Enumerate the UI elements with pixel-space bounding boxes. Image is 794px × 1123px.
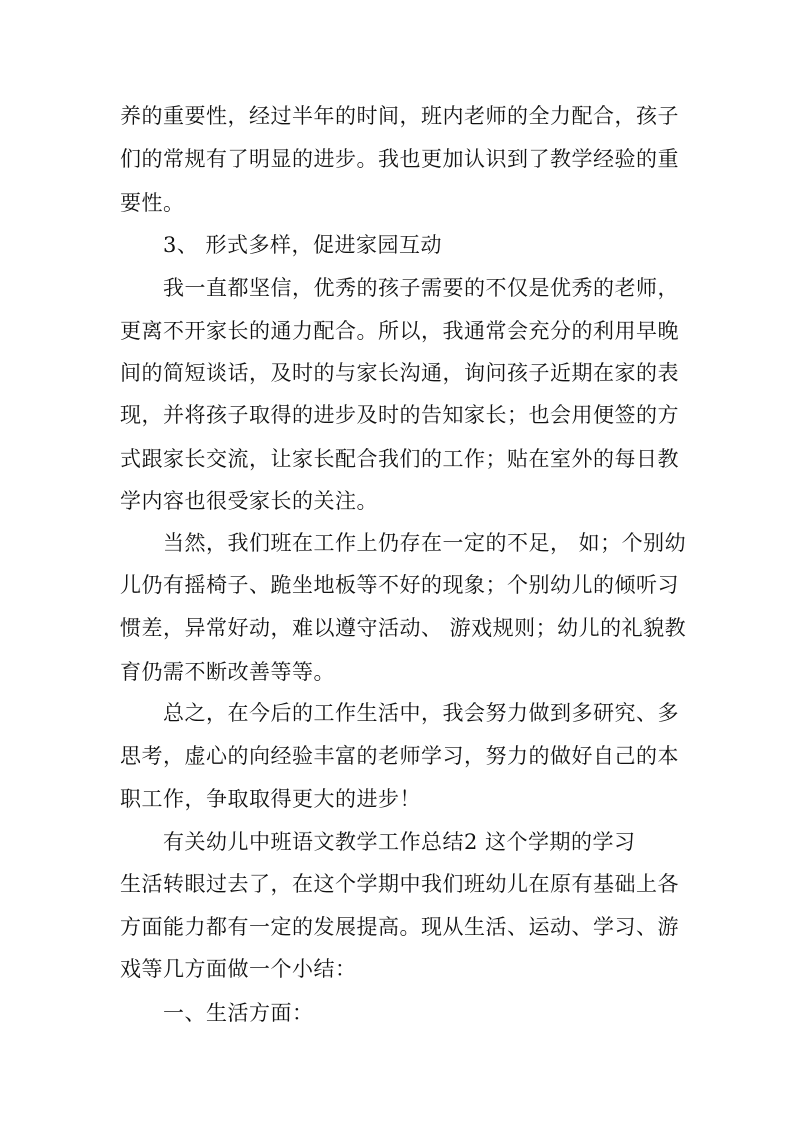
text-line: 育仍需不断改善等等。 [120,660,335,684]
section-heading: 3、 形式多样，促进家园互动 [163,233,443,257]
text-line: 式跟家长交流，让家长配合我们的工作；贴在室外的每日教 [120,447,679,471]
text-line: 我一直都坚信，优秀的孩子需要的不仅是优秀的老师， [163,276,679,300]
text-line: 间的简短谈话，及时的与家长沟通，询问孩子近期在家的表 [120,361,679,385]
section-heading: 一、生活方面： [163,1001,314,1025]
text-line: 当然，我们班在工作上仍存在一定的不足， 如；个别幼 [163,531,687,555]
text-line: 惯差，异常好动，难以遵守活动、 游戏规则；幼儿的礼貌教 [120,616,687,640]
text-line: 职工作，争取取得更大的进步！ [120,787,421,811]
text-line: 生活转眼过去了，在这个学期中我们班幼儿在原有基础上各 [120,872,679,896]
text-line: 有关幼儿中班语文教学工作总结2 这个学期的学习 [163,830,636,854]
text-line: 戏等几方面做一个小结： [120,957,357,981]
text-line: 总之，在今后的工作生活中，我会努力做到多研究、多 [163,701,679,725]
text-line: 思考，虚心的向经验丰富的老师学习，努力的做好自己的本 [120,744,679,768]
text-line: 儿仍有摇椅子、跪坐地板等不好的现象；个别幼儿的倾听习 [120,573,679,597]
text-line: 养的重要性，经过半年的时间，班内老师的全力配合，孩子 [120,104,679,128]
text-line: 现，并将孩子取得的进步及时的告知家长；也会用便签的方 [120,403,679,427]
text-line: 们的常规有了明显的进步。我也更加认识到了教学经验的重 [120,147,679,171]
text-line: 方面能力都有一定的发展提高。现从生活、运动、学习、游 [120,915,679,939]
text-line: 要性。 [120,191,185,215]
text-line: 更离不开家长的通力配合。所以，我通常会充分的利用早晚 [120,319,679,343]
text-line: 学内容也很受家长的关注。 [120,489,378,513]
